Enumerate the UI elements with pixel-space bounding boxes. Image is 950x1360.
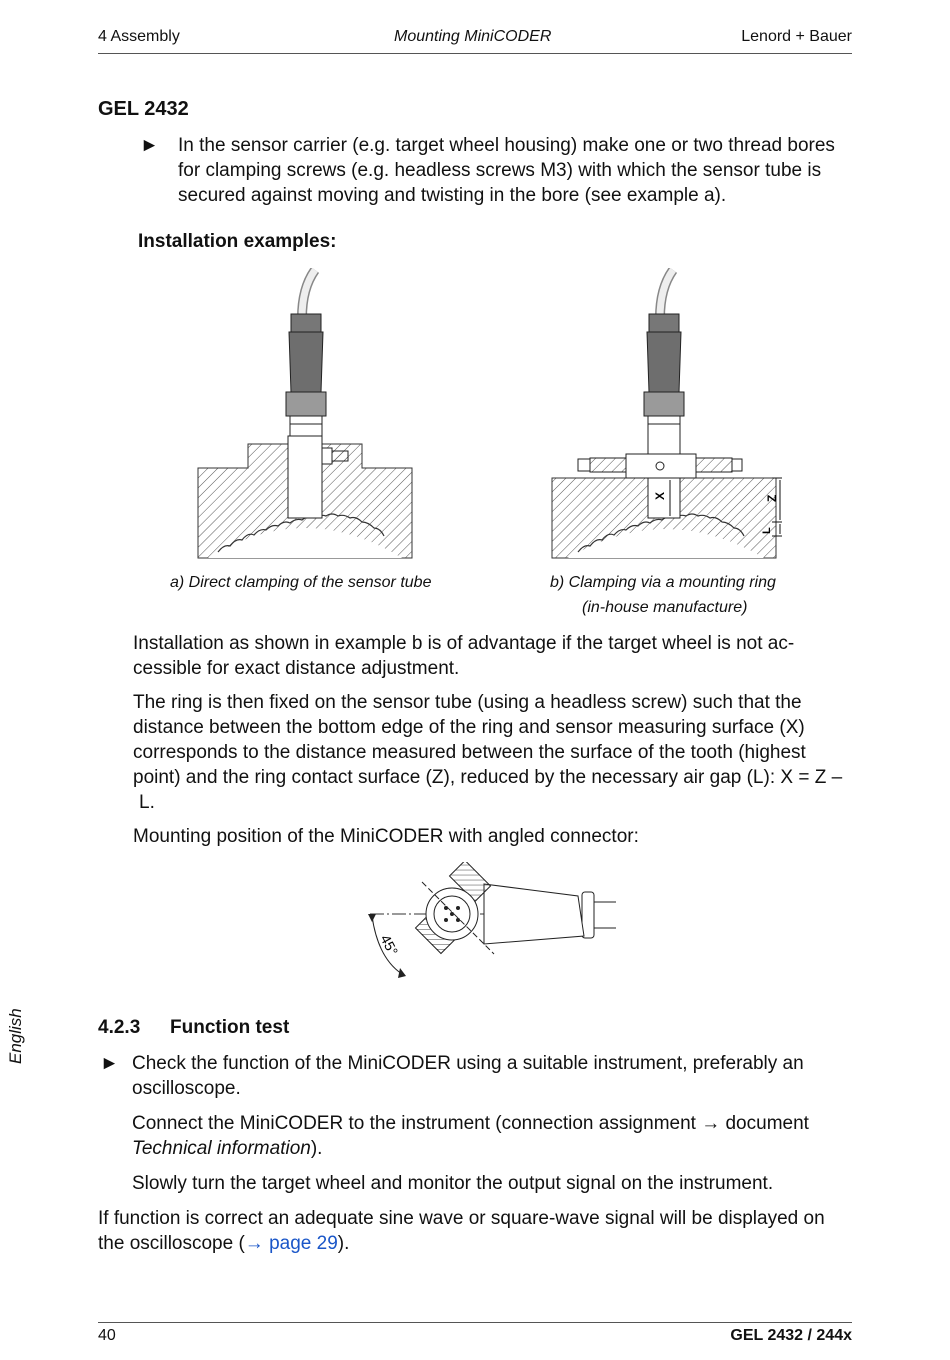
header-company: Lenord + Bauer <box>741 28 852 45</box>
text-line: distance between the bottom edge of the ring and sensor measuring surface (X) <box>133 717 805 738</box>
paragraph-ring-fixing <box>133 690 842 815</box>
label-x: X <box>653 491 667 500</box>
subsection-number: 4.2.3 <box>98 1017 141 1038</box>
page-29-link[interactable]: → page 29 <box>244 1233 338 1254</box>
bullet-marker: ► <box>100 1053 119 1074</box>
text-line: Check the function of the MiniCODER using a suitable instrument, preferably an <box>132 1053 804 1074</box>
paragraph-function-correct <box>98 1206 825 1256</box>
footer-rule <box>98 1322 852 1323</box>
paragraph-mounting-position: Mounting position of the MiniCODER with angled connector: <box>133 826 639 847</box>
angle-label: 45° <box>377 931 402 959</box>
figure-a-caption: a) Direct clamping of the sensor tube <box>170 574 432 591</box>
text-line <box>132 1136 809 1161</box>
paragraph-distance-adjustment <box>133 631 794 681</box>
text-line: corresponds to the distance measured between the surface of the tooth (highest <box>133 742 806 763</box>
figure-b-caption-line2: (in-house manufacture) <box>582 599 748 616</box>
angled-connector-diagram <box>360 862 630 986</box>
side-language-tab: English <box>6 1008 25 1064</box>
bullet-marker: ► <box>140 135 159 156</box>
text-line: Installation as shown in example b is of advantage if the target wheel is not ac- <box>133 633 795 654</box>
text-line: The ring is then fixed on the sensor tube (using a headless screw) such that the <box>133 692 802 713</box>
text-line: Connect the MiniCODER to the instrument (connection assignment → document <box>132 1113 809 1134</box>
bullet2-text <box>132 1051 804 1101</box>
section-title: GEL 2432 <box>98 98 189 120</box>
text-fragment: ). <box>310 1138 323 1159</box>
label-z: Z <box>765 494 779 502</box>
header-title: Mounting MiniCODER <box>394 28 552 45</box>
header-rule <box>98 53 852 54</box>
examples-heading: Installation examples: <box>138 231 337 252</box>
figure-a-diagram <box>190 268 420 564</box>
text-fragment: ). <box>337 1233 350 1254</box>
paragraph-connect-instrument <box>132 1111 809 1161</box>
text-line: L. <box>139 792 155 813</box>
text-line: for clamping screws (e.g. headless screws M3) with which the sensor tube is <box>178 160 822 181</box>
header-chapter: 4 Assembly <box>98 28 180 45</box>
footer-document-id: GEL 2432 / 244x <box>730 1327 852 1344</box>
text-line: If function is correct an adequate sine wave or square-wave signal will be displayed on <box>98 1208 825 1229</box>
figure-b-diagram <box>548 268 798 564</box>
bullet1-text <box>178 133 835 208</box>
subsection-title: Function test <box>170 1017 290 1038</box>
text-line <box>98 1231 825 1256</box>
footer-page-number: 40 <box>98 1327 116 1344</box>
text-line: In the sensor carrier (e.g. target wheel housing) make one or two thread bores <box>178 135 835 156</box>
text-fragment: the oscilloscope ( <box>98 1233 245 1254</box>
document-reference: Technical information <box>132 1138 311 1159</box>
text-line: cessible for exact distance adjustment. <box>133 658 460 679</box>
paragraph-monitor-signal: Slowly turn the target wheel and monitor the output signal on the instrument. <box>132 1173 774 1194</box>
text-line: secured against moving and twisting in the bore (see example a). <box>178 185 727 206</box>
figure-b-caption-line1: b) Clamping via a mounting ring <box>550 574 776 591</box>
text-line: oscilloscope. <box>132 1078 241 1099</box>
text-line: point) and the ring contact surface (Z), reduced by the necessary air gap (L): X = Z – <box>133 767 843 788</box>
label-l: L <box>761 527 773 534</box>
